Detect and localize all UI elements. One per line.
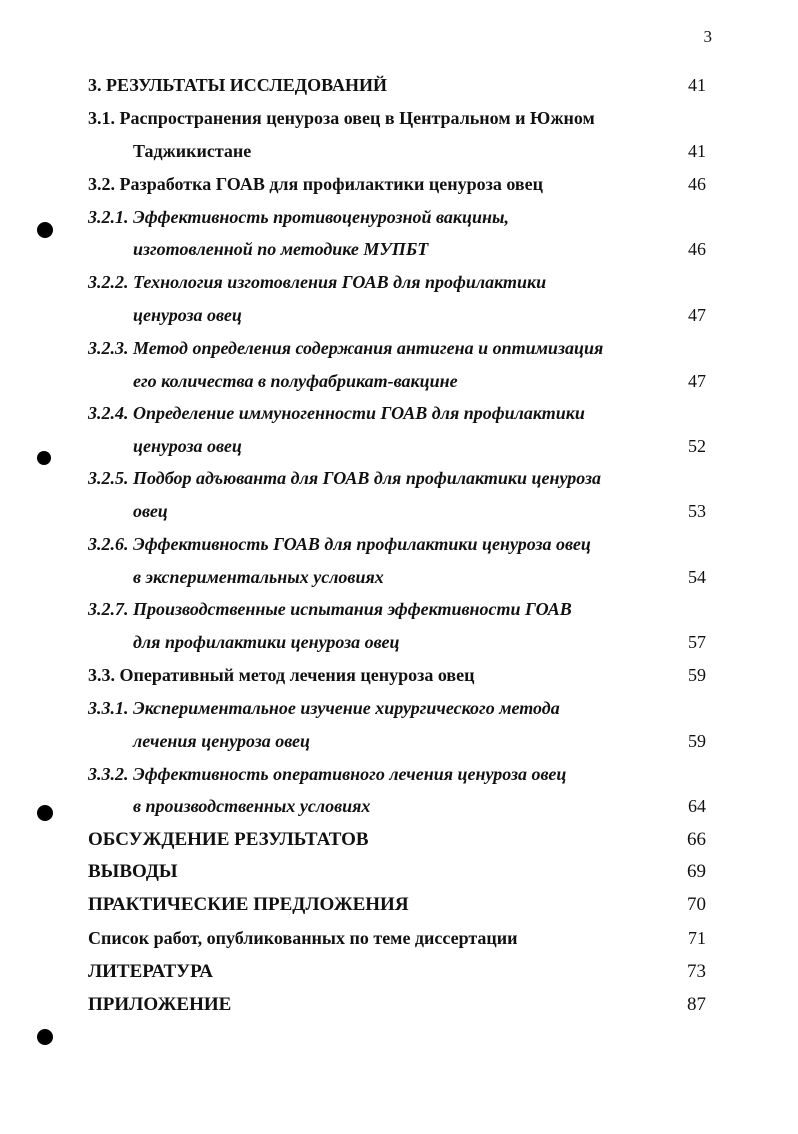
toc-entry-title: Список работ, опубликованных по теме диссертации: [88, 928, 518, 948]
toc-entry-page: 41: [688, 141, 706, 161]
toc-entry-title: лечения ценуроза овец: [133, 731, 311, 751]
toc-entry-title: 3.2. Разработка ГОАВ для профилактики ценуроза овец: [88, 174, 544, 194]
toc-entry-title: для профилактики ценуроза овец: [133, 632, 400, 652]
toc-entry-title: 3.2.4. Определение иммуногенности ГОАВ для профилактики: [88, 403, 585, 423]
punch-hole-4: [37, 1029, 53, 1045]
toc-entry-title: 3.2.1. Эффективность противоценурозной вакцины,: [88, 207, 510, 227]
punch-hole-1: [37, 222, 53, 238]
toc-entry-page: 59: [688, 665, 706, 685]
toc-entry-title: в производственных условиях: [133, 796, 371, 816]
toc-entry-title: 3.2.2. Технология изготовления ГОАВ для профилактики: [88, 272, 547, 292]
toc-entry-title: в экспериментальных условиях: [133, 567, 384, 587]
toc-entry-title: 3.3.2. Эффективность оперативного лечения ценуроза овец: [88, 764, 567, 784]
page-number: 3: [703, 27, 712, 46]
toc-entry-title: 3.3.1. Экспериментальное изучение хирургического метода: [88, 698, 560, 718]
toc-entry-page: 69: [687, 861, 706, 882]
toc-entry-title: 3.3. Оперативный метод лечения ценуроза овец: [88, 665, 475, 685]
toc-entry-page: 46: [688, 239, 706, 259]
toc-entry-title: ПРАКТИЧЕСКИЕ ПРЕДЛОЖЕНИЯ: [88, 894, 409, 915]
toc-entry-title: 3.2.6. Эффективность ГОАВ для профилактики ценуроза овец: [88, 534, 591, 554]
toc-entry-page: 47: [688, 305, 706, 325]
punch-hole-2: [37, 451, 51, 465]
toc-entry-page: 73: [687, 961, 706, 982]
toc-entry-title: ЛИТЕРАТУРА: [88, 961, 214, 982]
toc-entry-title: ВЫВОДЫ: [88, 861, 178, 882]
toc-entry-title: Таджикистане: [133, 141, 252, 161]
toc-entry-page: 53: [688, 501, 706, 521]
toc-entry-title: ОБСУЖДЕНИЕ РЕЗУЛЬТАТОВ: [88, 829, 369, 850]
toc-entry-page: 59: [688, 731, 706, 751]
toc-entry-page: 46: [688, 174, 706, 194]
toc-entry-title: 3.2.5. Подбор адъюванта для ГОАВ для профилактики ценуроза: [88, 468, 602, 488]
toc-entry-title: его количества в полуфабрикат-вакцине: [133, 371, 458, 391]
toc-entry-page: 41: [688, 75, 706, 95]
toc-entry-page: 70: [687, 894, 706, 915]
toc-entry-title: изготовленной по методике МУПБТ: [133, 239, 429, 259]
toc-entry-page: 87: [687, 994, 706, 1015]
punch-hole-3: [37, 805, 53, 821]
toc-entry-page: 64: [688, 796, 706, 816]
toc-entry-title: ПРИЛОЖЕНИЕ: [88, 994, 232, 1015]
toc-entry-page: 57: [688, 632, 706, 652]
toc-entry-title: 3.2.3. Метод определения содержания антигена и оптимизация: [88, 338, 604, 358]
toc-entry-title: 3. РЕЗУЛЬТАТЫ ИССЛЕДОВАНИЙ: [88, 75, 388, 95]
toc-entry-page: 54: [688, 567, 706, 587]
toc-entry-title: 3.1. Распространения ценуроза овец в Центральном и Южном: [88, 108, 595, 128]
toc-entry-page: 47: [688, 371, 706, 391]
toc-entry-page: 52: [688, 436, 706, 456]
toc-entry-title: овец: [133, 501, 168, 521]
toc-entry-title: ценуроза овец: [133, 436, 242, 456]
toc-entry-title: ценуроза овец: [133, 305, 242, 325]
toc-entry-title: 3.2.7. Производственные испытания эффективности ГОАВ: [88, 599, 572, 619]
toc-entry-page: 71: [688, 928, 706, 948]
toc-entry-page: 66: [687, 829, 706, 850]
